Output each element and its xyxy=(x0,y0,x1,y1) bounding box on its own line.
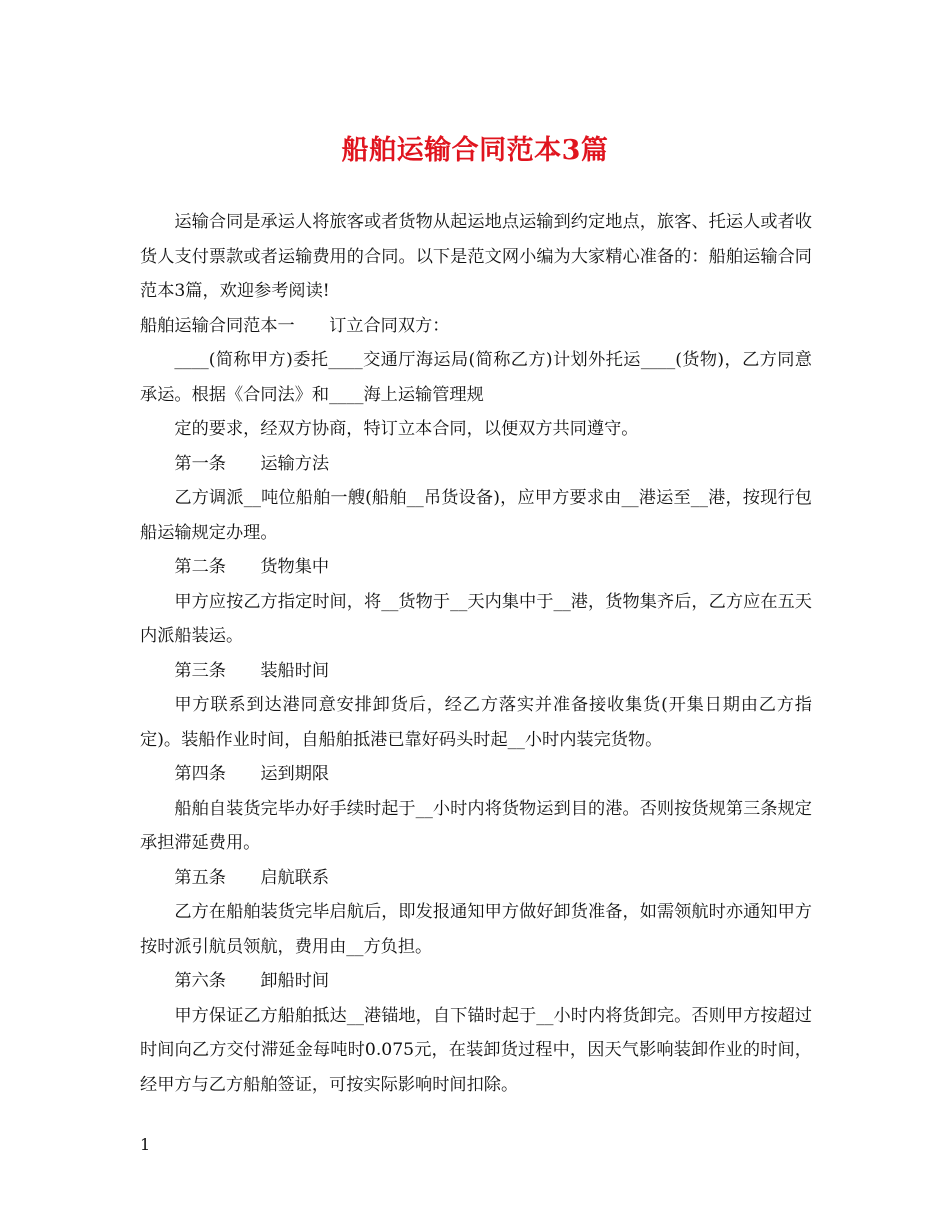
article-title: 运到期限 xyxy=(260,764,330,784)
article-text: 乙方在船舶装货完毕启航后，即发报通知甲方做好卸货准备，如需领航时亦通知甲方按时派引航员领航，费用由__方负担。 xyxy=(140,902,812,957)
parties-label: 订立合同双方： xyxy=(329,315,450,336)
article-title: 卸船时间 xyxy=(260,971,330,991)
article-heading xyxy=(140,964,812,999)
article-label: 第一条 xyxy=(174,453,226,474)
article-label: 第二条 xyxy=(174,557,226,577)
article-label: 第四条 xyxy=(174,764,226,784)
article-heading xyxy=(140,757,812,792)
article-text: 船舶自装货完毕办好手续时起于__小时内将货物运到目的港。否则按货规第三条规定承担滞延费用。 xyxy=(140,798,812,853)
article-text: 甲方联系到达港同意安排卸货后，经乙方落实并准备接收集货(开集日期由乙方指定)。装船作业时间，自船舶抵港已靠好码头时起__小时内装完货物。 xyxy=(140,695,812,750)
document-body xyxy=(140,205,812,1102)
article-title: 装船时间 xyxy=(260,660,330,681)
article-heading xyxy=(140,654,812,689)
article-heading xyxy=(140,861,812,896)
section-title: 船舶运输合同范本一 xyxy=(140,315,295,336)
page-number: 1 xyxy=(140,1135,151,1154)
entrust-paragraph: ____(简称甲方)委托____交通厅海运局(简称乙方)计划外托运____(货物)，乙方同意承运。根据《合同法》和____海上运输管理规 xyxy=(140,350,812,405)
article-text: 乙方调派__吨位船舶一艘(船舶__吊货设备)，应甲方要求由__港运至__港，按现行包船运输规定办理。 xyxy=(140,488,812,543)
article-label: 第六条 xyxy=(174,971,226,991)
document-title: 船舶运输合同范本3篇 xyxy=(341,135,609,166)
article-title: 货物集中 xyxy=(260,557,330,577)
article-label: 第三条 xyxy=(174,660,226,681)
article-heading xyxy=(140,550,812,585)
entrust-paragraph-continued: 定的要求，经双方协商，特订立本合同，以便双方共同遵守。 xyxy=(174,419,639,439)
article-text: 甲方应按乙方指定时间，将__货物于__天内集中于__港，货物集齐后，乙方应在五天内派船装运。 xyxy=(140,591,812,646)
article-text: 甲方保证乙方船舶抵达__港锚地，自下锚时起于__小时内将货卸完。否则甲方按超过时间向乙方交付滞延金每吨时0.075元，在装卸货过程中，因天气影响装卸作业的时间，经甲方与乙方船舶签证，可按实际影响时间扣除。 xyxy=(140,1005,812,1095)
article-title: 运输方法 xyxy=(260,453,330,474)
article-heading xyxy=(140,447,812,482)
article-label: 第五条 xyxy=(174,867,226,888)
section-heading-line xyxy=(140,309,812,344)
article-title: 启航联系 xyxy=(260,867,330,888)
intro-paragraph: 运输合同是承运人将旅客或者货物从起运地点运输到约定地点，旅客、托运人或者收货人支付票款或者运输费用的合同。以下是范文网小编为大家精心准备的：船舶运输合同范本3篇，欢迎参考阅读! xyxy=(140,212,812,301)
